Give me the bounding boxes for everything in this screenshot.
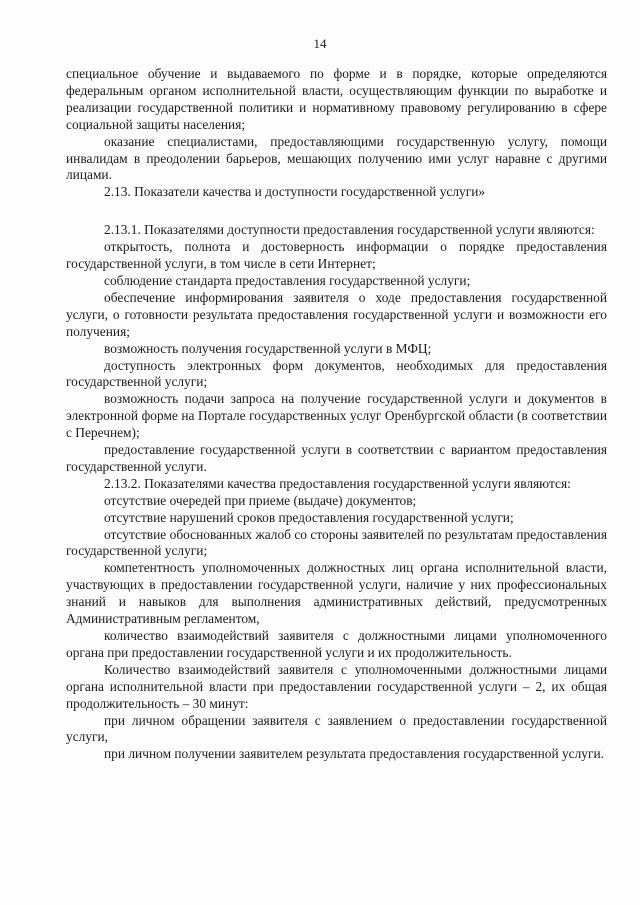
paragraph: 2.13.2. Показателями качества предоставления государственной услуги являются: xyxy=(104,475,571,491)
paragraph: отсутствие очередей при приеме (выдаче) документов; xyxy=(104,492,417,508)
document-body xyxy=(66,66,607,763)
page-number: 14 xyxy=(313,36,327,51)
paragraph: возможность получения государственной услуги в МФЦ; xyxy=(104,340,432,356)
paragraph: отсутствие обоснованных жалоб со стороны заявителей по результатам предоставления государственной услуги; xyxy=(66,526,607,559)
paragraph: открытость, полнота и достоверность информации о порядке предоставления государственной услуги, в том числе в сети Интернет; xyxy=(66,239,607,272)
paragraph: возможность подачи запроса на получение государственной услуги и документов в электронной форме на Портале государственных услуг Оренбургской области (в соответствии с Перечнем); xyxy=(66,391,607,441)
paragraph: при личном получении заявителем результата предоставления государственной услуги. xyxy=(104,746,604,762)
paragraph: оказание специалистами, предоставляющими государственную услугу, помощи инвалидам в преодолении барьеров, мешающих получению ими услуг наравне с другими лицами. xyxy=(66,133,607,183)
paragraph: специальное обучение и выдаваемого по форме и в порядке, которые определяются федеральным органом исполнительной власти, осуществляющим функции по выработке и реализации государственной политики и нормативному правовому регулированию в сфере социальной защиты населения; xyxy=(66,66,607,132)
paragraph: доступность электронных форм документов, необходимых для предоставления государственной услуги; xyxy=(66,357,607,390)
paragraph: Количество взаимодействий заявителя с уполномоченными должностными лицами органа исполнительной власти при предоставлении государственной услуги – 2, их общая продолжительность – 30 минут: xyxy=(66,661,607,711)
paragraph: обеспечение информирования заявителя о ходе предоставления государственной услуги, о готовности результата предоставления государственной услуги и возможности его получения; xyxy=(66,289,607,339)
paragraph: предоставление государственной услуги в соответствии с вариантом предоставления государственной услуги. xyxy=(66,442,607,474)
section-heading: 2.13. Показатели качества и доступности государственной услуги» xyxy=(104,184,486,200)
paragraph: отсутствие нарушений сроков предоставления государственной услуги; xyxy=(104,509,514,525)
paragraph: компетентность уполномоченных должностных лиц органа исполнительной власти, участвующих в предоставлении государственной услуги, наличие у них профессиональных знаний и навыков для выполнения административных действий, предусмотренных Административным регламентом, xyxy=(66,560,607,627)
paragraph: при личном обращении заявителя с заявлением о предоставлении государственной услуги, xyxy=(66,712,607,745)
paragraph: соблюдение стандарта предоставления государственной услуги; xyxy=(104,272,471,288)
paragraph: 2.13.1. Показателями доступности предоставления государственной услуги являются: xyxy=(104,222,595,238)
paragraph: количество взаимодействий заявителя с должностными лицами уполномоченного органа при предоставлении государственной услуги и их продолжительность. xyxy=(66,628,607,660)
